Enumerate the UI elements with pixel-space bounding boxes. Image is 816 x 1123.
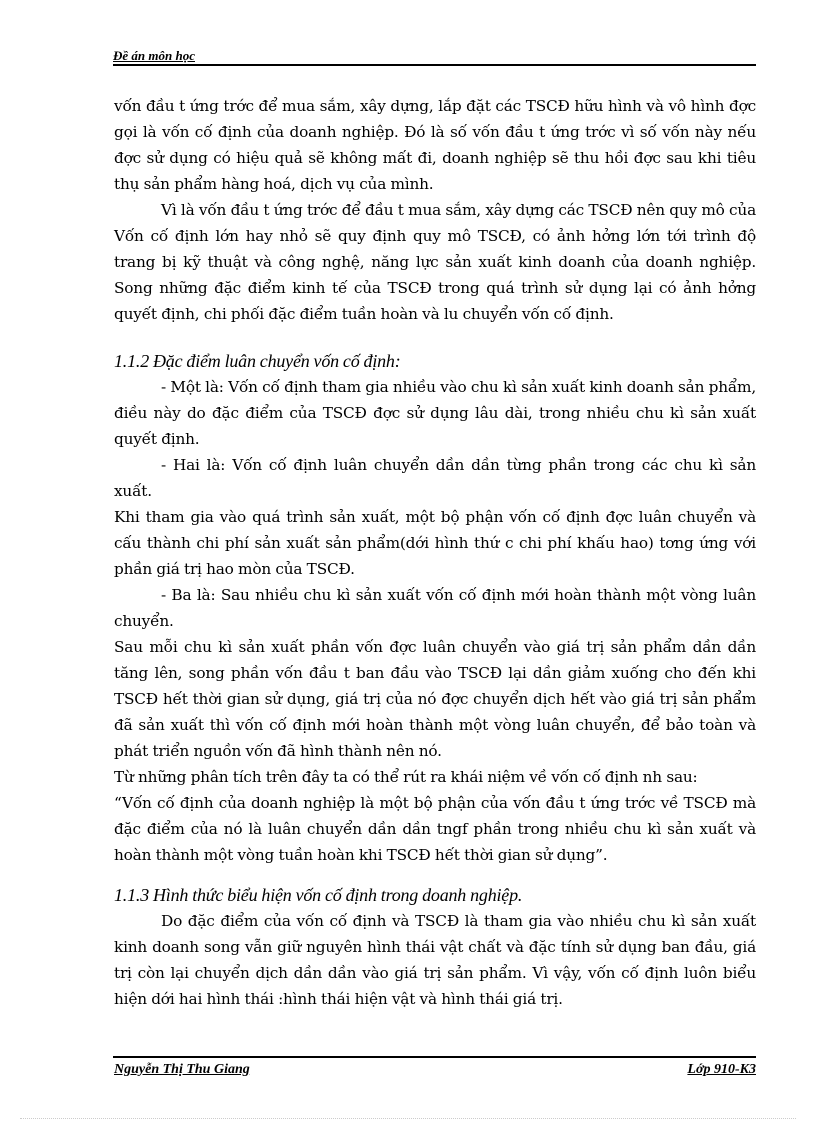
section-113 [114,882,756,1012]
concept-quote: “Vốn cố định của doanh nghiệp là một bộ phận của vốn đầu t ứng trớc về TSCĐ mà đặc điểm của nó là luân chuyển dần dần tngf phần trong nhiều chu kì sản xuất và hoàn thành một vòng tuần hoàn khi TSCĐ hết thời gian sử dụng”. [114,794,756,864]
body-block-1 [114,93,756,327]
list-item-1: - Một là: Vốn cố định tham gia nhiều vào chu kì sản xuất kinh doanh sản phẩm, điều này do đặc điểm của TSCĐ đợc sử dụng lâu dài, trong nhiều chu kì sản xuất quyết định. [114,378,756,448]
header-title: Đề án môn học [113,48,195,63]
section-heading-112: 1.1.2 Đặc điểm luân chuyển vốn cố định: [114,351,401,371]
paragraph-forms: Do đặc điểm của vốn cố định và TSCĐ là tham gia vào nhiều chu kì sản xuất kinh doanh song vẫn giữ nguyên hình thái vật chất và đặc tính sử dụng ban đầu, giá trị còn lại chuyển dịch dần dần vào giá trị sản phẩm. Vì vậy, vốn cố định luôn biểu hiện dới hai hình thái :hình thái hiện vật và hình thái giá trị. [114,912,756,1008]
paragraph-scale: Vì là vốn đầu t ứng trớc để đầu t mua sắm, xây dựng các TSCĐ nên quy mô của Vốn cố định lớn hay nhỏ sẽ quy định quy mô TSCĐ, có ảnh hởng lớn tới trình độ trang bị kỹ thuật và công nghệ, năng lực sản xuất kinh doanh của doanh nghiệp. Song những đặc điểm kinh tế của TSCĐ trong quá trình sử dụng lại có ảnh hởng quyết định, chi phối đặc điểm tuần hoàn và lu chuyển vốn cố định. [114,201,756,323]
page-edge [20,1118,796,1119]
list-item-2-detail: Khi tham gia vào quá trình sản xuất, một bộ phận vốn cố định đợc luân chuyển và cấu thành chi phí sản xuất sản phẩm(dới hình thứ c chi phí khấu hao) tơng ứng với phần giá trị hao mòn của TSCĐ. [114,508,756,578]
list-item-2: - Hai là: Vốn cố định luân chuyển dần dần từng phần trong các chu kì sản xuất. [114,456,756,500]
section-heading-113: 1.1.3 Hình thức biểu hiện vốn cố định trong doanh nghiệp. [114,885,523,905]
footer-divider [113,1056,756,1058]
list-item-3-detail: Sau mỗi chu kì sản xuất phần vốn đợc luân chuyển vào giá trị sản phẩm dần dần tăng lên, song phần vốn đầu t ban đầu vào TSCĐ lại dần giảm xuống cho đến khi TSCĐ hết thời gian sử dụng, giá trị của nó đợc chuyển dịch hết vào giá trị sản phẩm đã sản xuất thì vốn cố định mới hoàn thành một vòng luân chuyển, để bảo toàn và phát triển nguồn vốn đã hình thành nên nó. [114,638,756,760]
concept-intro: Từ những phân tích trên đây ta có thể rút ra khái niệm về vốn cố định nh sau: [114,768,698,786]
list-item-3: - Ba là: Sau nhiều chu kì sản xuất vốn cố định mới hoàn thành một vòng luân chuyển. [114,586,756,630]
footer-author: Nguyễn Thị Thu Giang [114,1062,250,1077]
footer-class: Lớp 910-K3 [687,1062,756,1077]
paragraph-continuation: vốn đầu t ứng trớc để mua sắm, xây dựng, lắp đặt các TSCĐ hữu hình và vô hình đợc gọi là vốn cố định của doanh nghiệp. Đó là số vốn đầu t ứng trớc vì số vốn này nếu đợc sử dụng có hiệu quả sẽ không mất đi, doanh nghiệp sẽ thu hồi đợc sau khi tiêu thụ sản phẩm hàng hoá, dịch vụ của mình. [114,97,756,193]
header-divider [113,64,756,66]
section-112 [114,348,756,868]
